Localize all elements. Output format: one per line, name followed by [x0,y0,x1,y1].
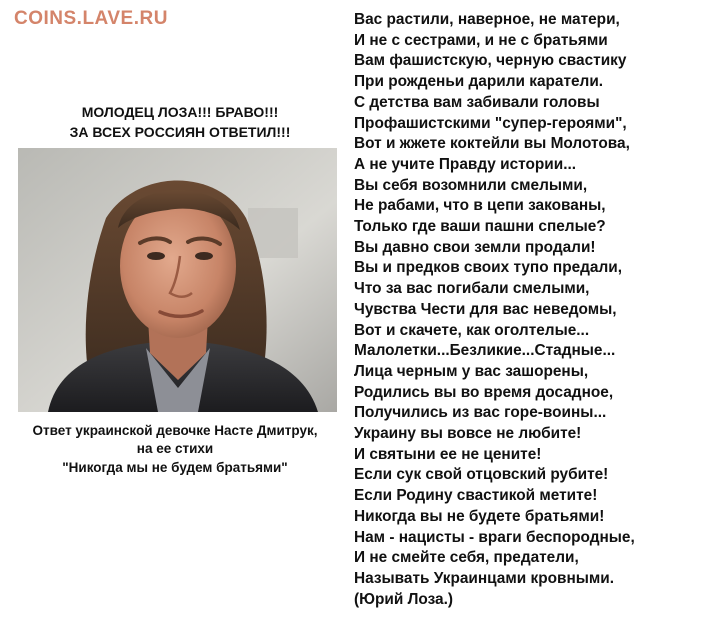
poem-line: Украину вы вовсе не любите! [354,425,582,443]
poem-line: Вам фашистскую, черную свастику [354,52,627,70]
poem-line: Вы и предков своих тупо предали, [354,259,623,277]
poem-line: С детства вам забивали головы [354,93,600,111]
poem-line: Чувства Чести для вас неведомы, [354,300,617,318]
poem-line: При рожденьи дарили каратели. [354,73,604,91]
poem-line: Вас растили, наверное, не матери, [354,11,620,28]
headline-line-1: МОЛОДЕЦ ЛОЗА!!! БРАВО!!! [81,104,279,120]
poem-line: Малолетки...Безликие...Стадные... [354,342,616,360]
poem-line: Вот и скачете, как оголтелые... [354,321,590,339]
caption-line-1: Ответ украинской девочке Насте Дмитрук, [32,423,318,438]
poem-line: И не смейте себя, предатели, [354,549,579,567]
poem-line: Называть Украинцами кровными. [354,569,615,587]
poem-line: Если сук свой отцовский рубите! [354,466,609,484]
headline-line-2: ЗА ВСЕХ РОССИЯН ОТВЕТИЛ!!! [69,124,291,140]
poem-line: Профашистскими "супер-героями", [354,114,627,132]
poem-line: Вот и жжете коктейли вы Молотова, [354,135,630,153]
site-watermark: COINS.LAVE.RU [14,8,168,29]
portrait-photo [18,148,337,412]
poem-line: Если Родину свастикой метите! [354,487,598,505]
poem-line: Родились вы во время досадное, [354,383,614,401]
poem-line: Вы себя возомнили смелыми, [354,176,588,194]
caption-line-2: на ее стихи [136,441,214,456]
poem-line: Получились из вас горе-воины... [354,404,607,422]
caption-line-3: "Никогда мы не будем братьями" [62,460,288,475]
poem-author: (Юрий Лоза.) [354,590,454,608]
poem-line: Лица черным у вас зашорены, [354,362,589,380]
poem-line: И не с сестрами, и не с братьями [354,31,608,49]
poem-line: Не рабами, что в цепи закованы, [354,197,606,215]
poem-line: Вы давно свои земли продали! [354,238,596,256]
poem-line: И святыни ее не цените! [354,445,542,463]
poem-line: А не учите Правду истории... [354,155,577,173]
poem-text [354,10,710,610]
poem-line: Что за вас погибали смелыми, [354,280,590,298]
poem-line: Никогда вы не будете братьями! [354,507,605,525]
poem-line: Только где ваши пашни спелые? [354,218,606,236]
poem-line: Нам - нацисты - враги беспородные, [354,528,635,546]
